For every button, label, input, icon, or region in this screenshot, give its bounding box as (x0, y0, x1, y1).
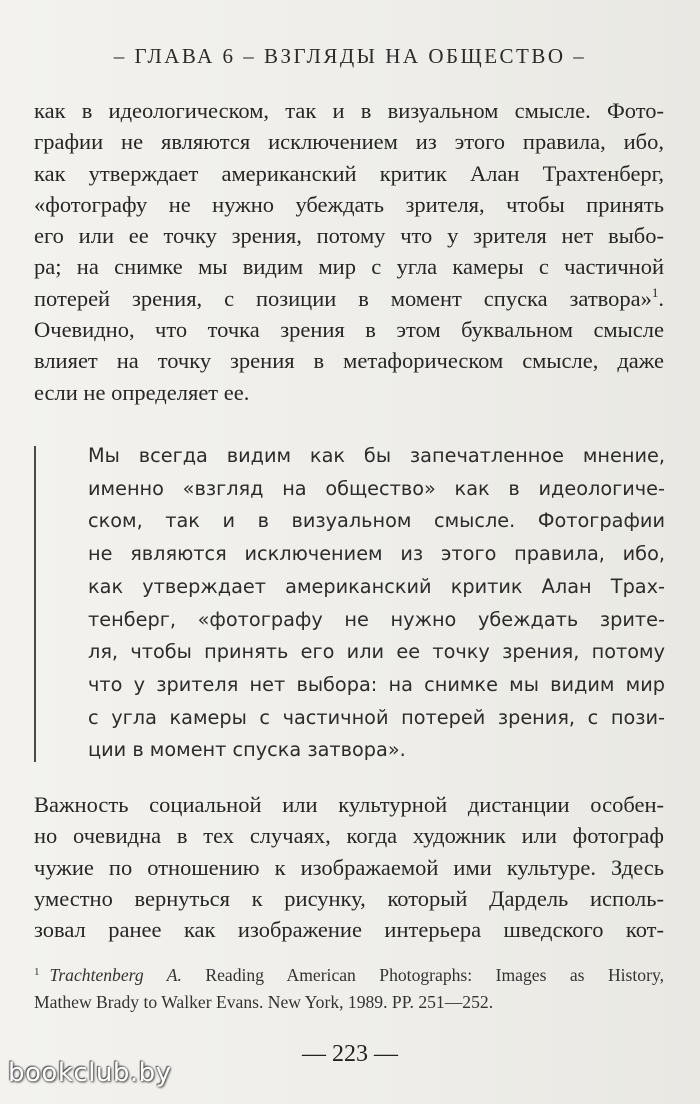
quote-line: тенберг, «фотографу не нужно убеждать зрите- (88, 607, 665, 631)
quote-line: ском, так и в визуальном смысле. Фотографии (88, 509, 665, 533)
text-line: влияет на точку зрения в метафорическом смысле, даже (34, 348, 664, 374)
text-line: уместно вернуться к рисунку, который Дардель исполь- (34, 885, 664, 911)
text-line: «фотографу не нужно убеждать зрителя, чтобы принять (34, 191, 664, 217)
page-number: — 223 — (302, 1041, 398, 1067)
text-line: Очевидно, что точка зрения в этом буквальном смысле (34, 317, 664, 343)
text-line: как в идеологическом, так и в визуальном смысле. Фото- (34, 98, 664, 123)
text-line: чужие по отношению к изображаемой ими культуре. Здесь (34, 854, 664, 880)
quote-line: как утверждает американский критик Алан Трах- (88, 574, 665, 598)
text-line: если не определяет ее. (34, 379, 250, 405)
quote-line: ля, чтобы принять его или ее точку зрения, потому (88, 640, 665, 664)
text-line: графии не являются исключением из этого правила, ибо, (34, 129, 664, 155)
footnote-line (34, 962, 664, 989)
text-line: Важность социальной или культурной дистанции особен- (34, 792, 664, 817)
quote-line: что у зрителя нет выбора: на снимке мы видим мир (88, 672, 665, 696)
paragraph-2 (34, 789, 664, 945)
text-line: потерей зрения, с позиции в момент спуска затвора» (34, 285, 652, 311)
quote-line: не являются исключением из этого правила, ибо, (88, 542, 665, 566)
text-line: его или ее точку зрения, потому что у зрителя нет выбо- (34, 223, 664, 249)
watermark: bookclub.by (8, 1058, 172, 1088)
footnote-line: Mathew Brady to Walker Evans. New York, 1989. PP. 251—252. (34, 992, 494, 1012)
running-head: – ГЛАВА 6 – ВЗГЛЯДЫ НА ОБЩЕСТВО – (113, 44, 587, 68)
quote-line: именно «взгляд на общество» как в идеологиче- (88, 476, 665, 500)
footnote-reference: 1 (651, 284, 659, 300)
footnote-marker: 1 (34, 966, 40, 978)
pull-quote-rule (34, 446, 36, 762)
paragraph-1 (34, 95, 664, 408)
pull-quote (88, 440, 665, 767)
text-line: как утверждает американский критик Алан Трахтенберг, (34, 160, 664, 186)
quote-line: с угла камеры с частичной потерей зрения, с пози- (88, 705, 665, 729)
footnote-title: Reading American Photographs: Images as History, (205, 965, 664, 985)
quote-line: ции в момент спуска затвора». (88, 738, 406, 762)
footnote (34, 962, 664, 1016)
text-line: ра; на снимке мы видим мир с угла камеры с частичной (34, 254, 664, 280)
text-line-with-note: потерей зрения, с позиции в момент спуска затвора»$^1$. (34, 284, 664, 311)
footnote-author: Trachtenberg A. (49, 965, 182, 985)
text-line: зовал ранее как изображение интерьера шведского кот- (34, 917, 664, 943)
text-line: но очевидна в тех случаях, когда художник или фотограф (34, 823, 664, 849)
quote-line: Мы всегда видим как бы запечатленное мнение, (88, 444, 665, 467)
